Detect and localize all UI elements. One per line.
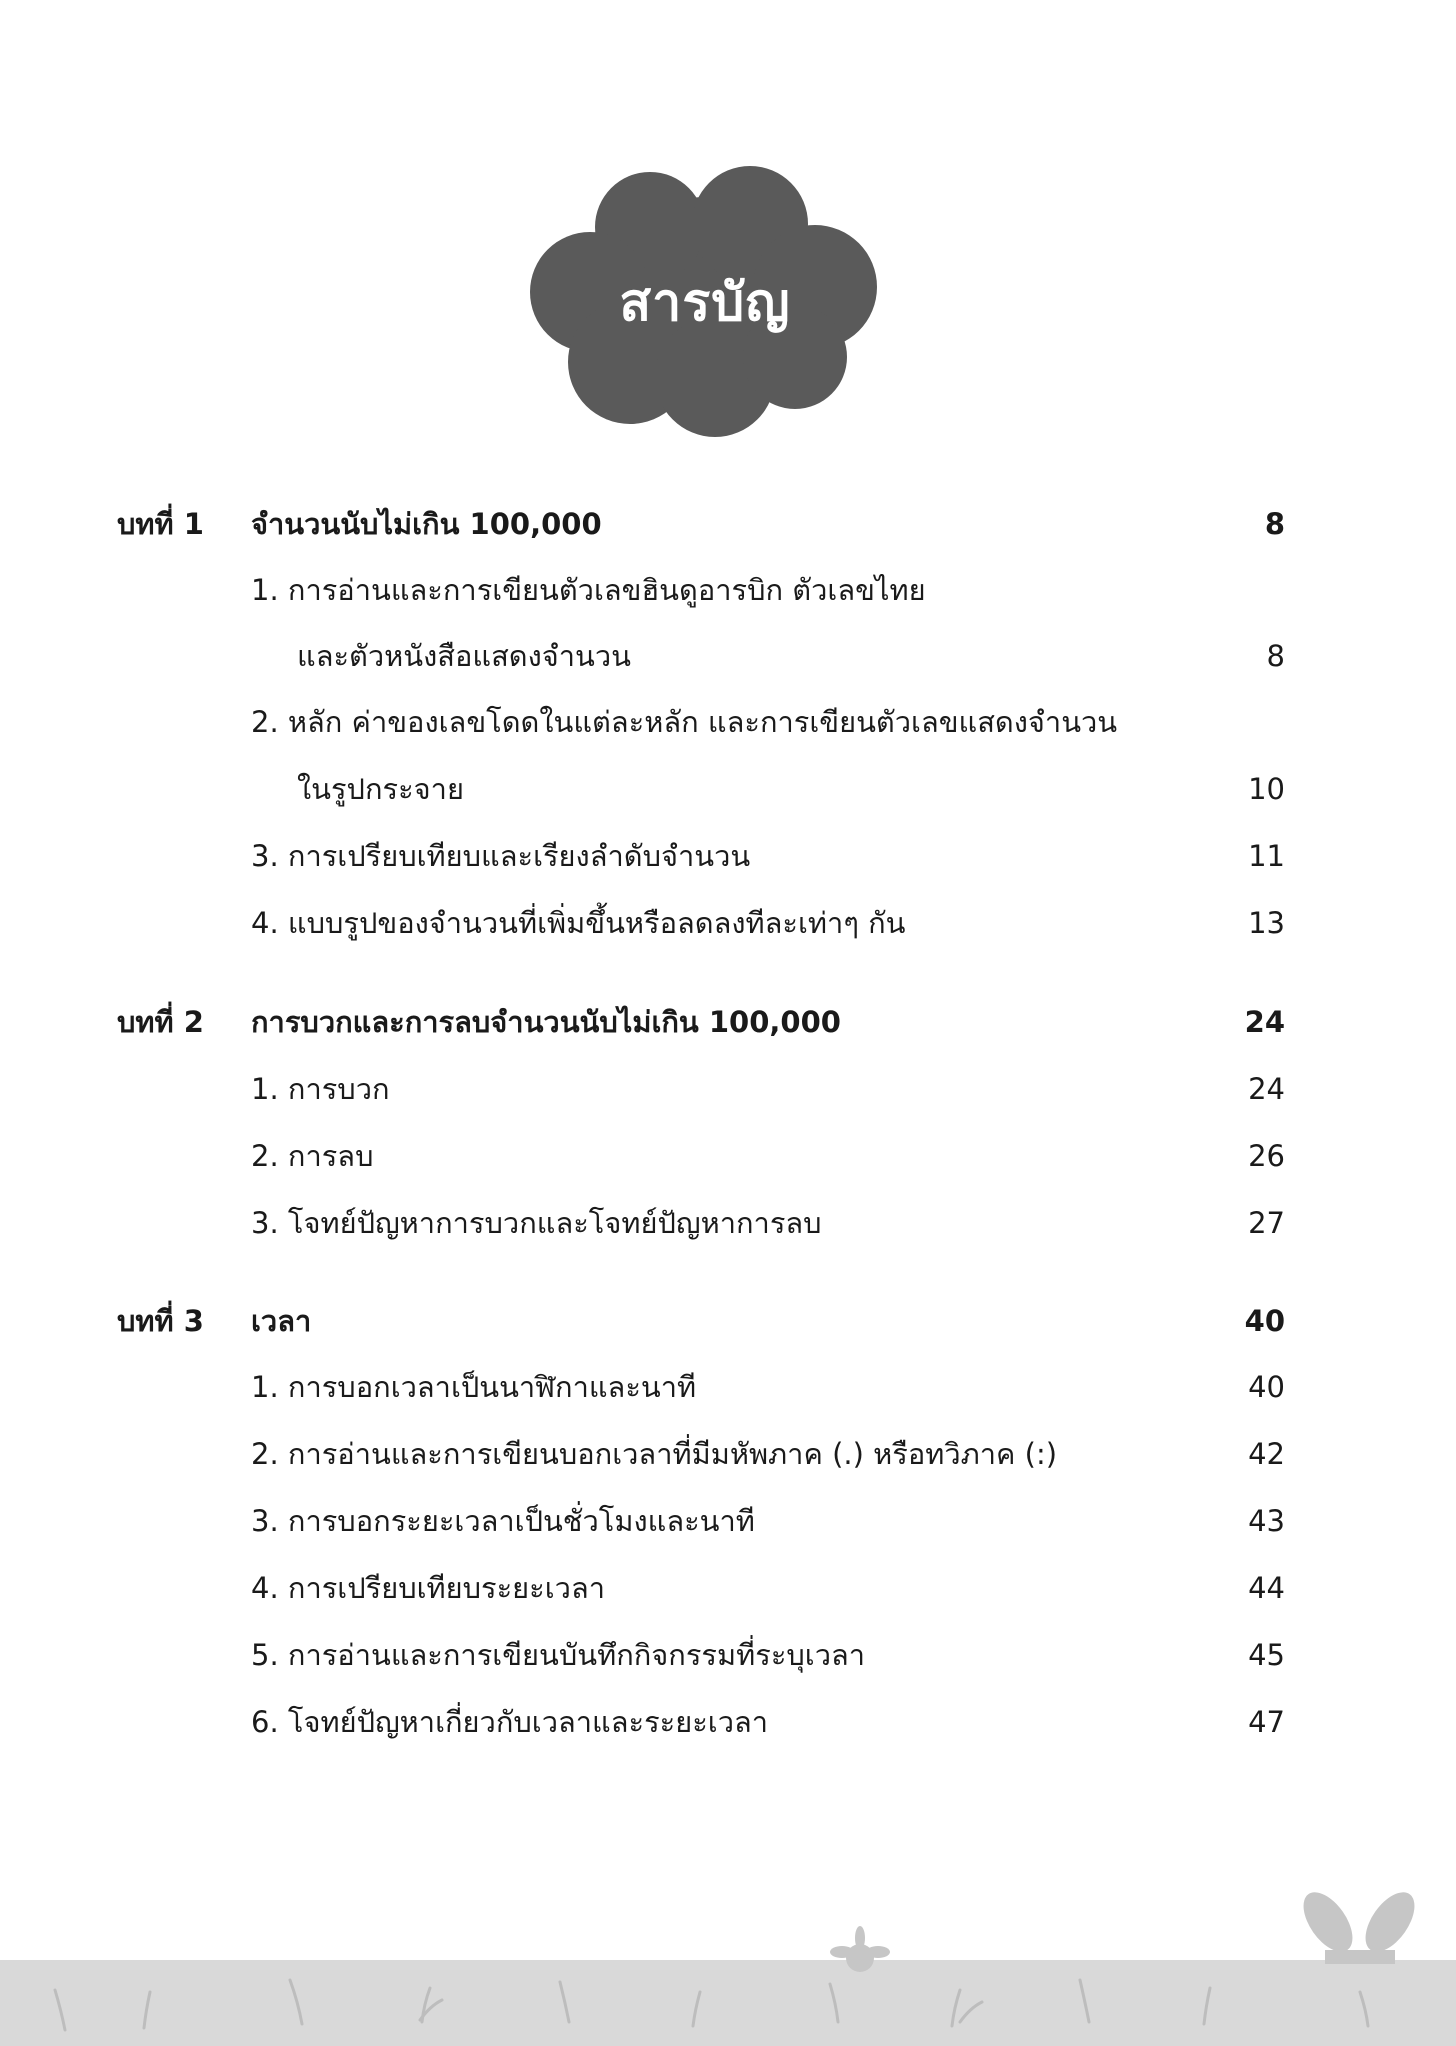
chapter-label: บทที่ 3 [117, 1304, 204, 1338]
toc-item[interactable] [0, 831, 1456, 881]
toc-item-text: 3. การเปรียบเทียบและเรียงลำดับจำนวน [251, 839, 751, 873]
chapter-3-heading[interactable] [0, 1296, 1456, 1346]
toc-item[interactable] [0, 1064, 1456, 1114]
title-blob [515, 152, 895, 442]
toc-item-text: ในรูปกระจาย [297, 772, 464, 806]
toc-item[interactable] [0, 1429, 1456, 1479]
toc-item-text: 4. การเปรียบเทียบระยะเวลา [251, 1571, 606, 1605]
toc-item-text: 5. การอ่านและการเขียนบันทึกกิจกรรมที่ระบุเวลา [251, 1638, 866, 1672]
toc-item[interactable] [0, 697, 1456, 747]
toc-item[interactable] [0, 1697, 1456, 1747]
chapter-label: บทที่ 2 [117, 1005, 204, 1039]
page-number: 44 [1248, 1571, 1285, 1605]
page-number: 27 [1248, 1206, 1285, 1240]
bunny-ears-icon [1294, 1884, 1424, 1964]
toc-item-text: 6. โจทย์ปัญหาเกี่ยวกับเวลาและระยะเวลา [251, 1705, 769, 1739]
toc-item-continuation[interactable] [0, 631, 1456, 681]
page-number: 26 [1248, 1139, 1285, 1173]
page-number: 24 [1244, 1005, 1285, 1039]
page-number: 45 [1248, 1638, 1285, 1672]
page-number: 8 [1266, 639, 1285, 673]
toc-item[interactable] [0, 1198, 1456, 1248]
toc-item-text: 2. การลบ [251, 1139, 374, 1173]
page-number: 24 [1248, 1072, 1285, 1106]
chapter-1-heading[interactable] [0, 499, 1456, 549]
page-number: 40 [1248, 1370, 1285, 1404]
toc-item[interactable] [0, 1362, 1456, 1412]
page-number: 10 [1248, 772, 1285, 806]
toc-item-text: 1. การอ่านและการเขียนตัวเลขฮินดูอารบิก ตัวเลขไทย [251, 573, 926, 607]
toc-item[interactable] [0, 898, 1456, 948]
chapter-2-heading[interactable] [0, 997, 1456, 1047]
footer-decoration [0, 1880, 1456, 2046]
page-number: 40 [1244, 1304, 1285, 1338]
toc-item-text: 3. โจทย์ปัญหาการบวกและโจทย์ปัญหาการลบ [251, 1206, 822, 1240]
toc-item[interactable] [0, 1496, 1456, 1546]
page-number: 13 [1248, 906, 1285, 940]
page-number: 43 [1248, 1504, 1285, 1538]
chapter-title: การบวกและการลบจำนวนนับไม่เกิน 100,000 [251, 1005, 841, 1039]
toc-item[interactable] [0, 1630, 1456, 1680]
chapter-title: เวลา [251, 1304, 312, 1338]
toc-item[interactable] [0, 1563, 1456, 1613]
toc-item-text: 1. การบอกเวลาเป็นนาฬิกาและนาที [251, 1370, 697, 1404]
toc-item-continuation[interactable] [0, 764, 1456, 814]
footer-band [0, 1880, 1456, 2046]
toc-item-text: และตัวหนังสือแสดงจำนวน [297, 639, 631, 673]
toc-item[interactable] [0, 565, 1456, 615]
toc-item-text: 2. หลัก ค่าของเลขโดดในแต่ละหลัก และการเขียนตัวเลขแสดงจำนวน [251, 705, 1118, 739]
toc-item-text: 4. แบบรูปของจำนวนที่เพิ่มขึ้นหรือลดลงทีละเท่าๆ กัน [251, 906, 906, 940]
chapter-title: จำนวนนับไม่เกิน 100,000 [251, 507, 602, 541]
toc-item-text: 1. การบวก [251, 1072, 390, 1106]
page-number: 47 [1248, 1705, 1285, 1739]
chapter-label: บทที่ 1 [117, 507, 204, 541]
page-number: 42 [1248, 1437, 1285, 1471]
toc-item[interactable] [0, 1131, 1456, 1181]
toc-item-text: 2. การอ่านและการเขียนบอกเวลาที่มีมหัพภาค (.) หรือทวิภาค (:) [251, 1437, 1058, 1471]
page-number: 11 [1248, 839, 1285, 873]
page-number: 8 [1264, 507, 1285, 541]
toc-item-text: 3. การบอกระยะเวลาเป็นชั่วโมงและนาที [251, 1504, 755, 1538]
page-title: สารบัญ [619, 273, 791, 333]
